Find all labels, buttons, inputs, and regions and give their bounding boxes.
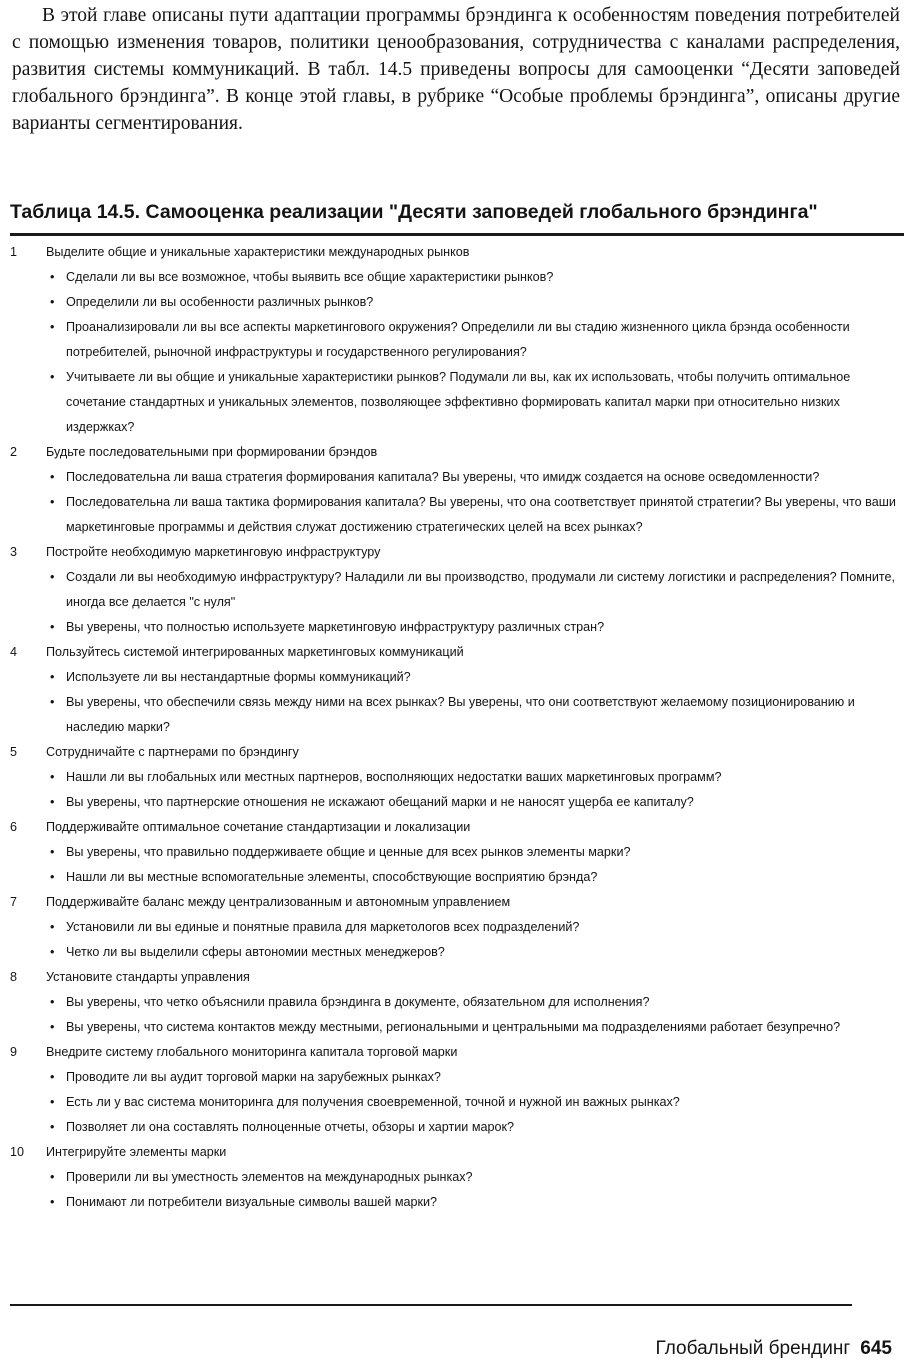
question-item: • Определили ли вы особенности различных рынков?: [10, 290, 902, 315]
question-item: • Вы уверены, что система контактов между местными, региональными и центральными ма подразделениями работает безупречно?: [10, 1015, 902, 1040]
commandment-title: Интегрируйте элементы марки: [46, 1145, 227, 1159]
page-number: 645: [860, 1338, 892, 1359]
question-item: • Есть ли у вас система мониторинга для получения своевременной, точной и нужной ин важных рынках?: [10, 1090, 902, 1115]
commandment-number: 8: [10, 970, 18, 984]
commandment-number: 4: [10, 645, 18, 659]
question-list: [10, 265, 902, 440]
commandment-item: [10, 965, 902, 1040]
question-list: [10, 1065, 902, 1140]
commandment-number: 10: [10, 1145, 25, 1159]
commandment-item: [10, 640, 902, 740]
commandments-list: [10, 240, 902, 1215]
question-item: • Проверили ли вы уместность элементов на международных рынках?: [10, 1165, 902, 1190]
question-item: • Нашли ли вы глобальных или местных партнеров, восполняющих недостатки ваших маркетинговых программ?: [10, 765, 902, 790]
question-list: [10, 665, 902, 740]
commandment-number: 6: [10, 820, 18, 834]
question-item: • Учитываете ли вы общие и уникальные характеристики рынков? Подумали ли вы, как их использовать, чтобы получить оптимальное сочетание стандартных и уникальных элементов, позволяющее эффективно формировать капитал марки при относительно низких издержках?: [10, 365, 902, 440]
question-item: • Понимают ли потребители визуальные символы вашей марки?: [10, 1190, 902, 1215]
question-list: [10, 840, 902, 890]
commandment-title: Поддерживайте оптимальное сочетание стандартизации и локализации: [46, 820, 471, 834]
commandment-item: [10, 240, 902, 440]
commandment-number: 9: [10, 1045, 18, 1059]
question-item: • Сделали ли вы все возможное, чтобы выявить все общие характеристики рынков?: [10, 265, 902, 290]
commandment-heading: [10, 240, 902, 265]
commandment-number: 2: [10, 445, 18, 459]
commandment-item: [10, 540, 902, 640]
question-list: [10, 915, 902, 965]
commandment-title: Внедрите систему глобального мониторинга капитала торговой марки: [46, 1045, 458, 1059]
commandment-heading: [10, 740, 902, 765]
question-list: [10, 565, 902, 640]
commandment-item: [10, 740, 902, 815]
commandment-heading: [10, 640, 902, 665]
page-footer: [656, 1337, 892, 1361]
commandment-number: 1: [10, 245, 18, 259]
question-item: • Последовательна ли ваша стратегия формирования капитала? Вы уверены, что имидж создается на основе осведомленности?: [10, 465, 902, 490]
table-bottom-rule: [10, 1304, 852, 1306]
question-list: [10, 990, 902, 1040]
commandment-number: 7: [10, 895, 18, 909]
commandment-heading: [10, 965, 902, 990]
commandment-title: Выделите общие и уникальные характеристики международных рынков: [46, 245, 470, 259]
commandment-title: Будьте последовательными при формировании брэндов: [46, 445, 378, 459]
commandment-title: Пользуйтесь системой интегрированных маркетинговых коммуникаций: [46, 645, 464, 659]
question-item: • Создали ли вы необходимую инфраструктуру? Наладили ли вы производство, продумали ли систему логистики и распределения? Помните, иногда все делается "с нуля": [10, 565, 902, 615]
question-item: • Вы уверены, что партнерские отношения не искажают обещаний марки и не наносят ущерба ее капиталу?: [10, 790, 902, 815]
question-item: • Последовательна ли ваша тактика формирования капитала? Вы уверены, что она соответствует принятой стратегии? Вы уверены, что ваши маркетинговые программы и действия служат достижению стратегических целей на всех рынках?: [10, 490, 902, 540]
question-item: • Четко ли вы выделили сферы автономии местных менеджеров?: [10, 940, 902, 965]
question-item: • Вы уверены, что обеспечили связь между ними на всех рынках? Вы уверены, что они соответствуют желаемому позиционированию и наследию марки?: [10, 690, 902, 740]
question-item: • Используете ли вы нестандартные формы коммуникаций?: [10, 665, 902, 690]
question-item: • Вы уверены, что правильно поддерживаете общие и ценные для всех рынков элементы марки?: [10, 840, 902, 865]
commandment-title: Постройте необходимую маркетинговую инфраструктуру: [46, 545, 381, 559]
question-item: • Позволяет ли она составлять полноценные отчеты, обзоры и хартии марок?: [10, 1115, 902, 1140]
question-item: • Проанализировали ли вы все аспекты маркетингового окружения? Определили ли вы стадию жизненного цикла брэнда особенности потребителей, рыночной инфраструктуры и государственного регулирования?: [10, 315, 902, 365]
question-list: [10, 465, 902, 540]
question-item: • Установили ли вы единые и понятные правила для маркетологов всех подразделений?: [10, 915, 902, 940]
question-item: • Нашли ли вы местные вспомогательные элементы, способствующие восприятию брэнда?: [10, 865, 902, 890]
question-item: • Вы уверены, что полностью используете маркетинговую инфраструктуру различных стран?: [10, 615, 902, 640]
table-title: [10, 199, 900, 225]
commandment-heading: [10, 1040, 902, 1065]
commandment-item: [10, 1040, 902, 1140]
running-title: Глобальный брендинг: [655, 1338, 851, 1359]
commandment-title: Сотрудничайте с партнерами по брэндингу: [46, 745, 299, 759]
commandment-title: Поддерживайте баланс между централизованным и автономным управлением: [46, 895, 511, 909]
table-top-rule: [10, 233, 904, 236]
question-list: [10, 765, 902, 815]
table-label: Таблица 14.5.: [10, 201, 141, 223]
commandment-item: [10, 1140, 902, 1215]
question-list: [10, 1165, 902, 1215]
commandment-heading: [10, 540, 902, 565]
intro-paragraph: В этой главе описаны пути адаптации программы брэндинга к особенностям поведения потребителей с помощью изменения товаров, политики ценообразования, сотрудничества с каналами распределения, развития системы коммуникаций. В табл. 14.5 приведены вопросы для самооценки “Десяти заповедей глобального брэндинга”. В конце этой главы, в рубрике “Особые проблемы брэндинга”, описаны другие варианты сегментирования.: [12, 5, 900, 134]
commandment-item: [10, 890, 902, 965]
commandment-heading: [10, 440, 902, 465]
commandment-heading: [10, 815, 902, 840]
question-item: • Вы уверены, что четко объяснили правила брэндинга в документе, обязательном для исполнения?: [10, 990, 902, 1015]
table-caption: Самооценка реализации "Десяти заповедей глобального брэндинга": [145, 201, 818, 223]
commandment-item: [10, 815, 902, 890]
commandment-number: 5: [10, 745, 18, 759]
commandment-heading: [10, 1140, 902, 1165]
commandment-number: 3: [10, 545, 18, 559]
commandment-item: [10, 440, 902, 540]
commandment-heading: [10, 890, 902, 915]
question-item: • Проводите ли вы аудит торговой марки на зарубежных рынках?: [10, 1065, 902, 1090]
commandment-title: Установите стандарты управления: [46, 970, 250, 984]
